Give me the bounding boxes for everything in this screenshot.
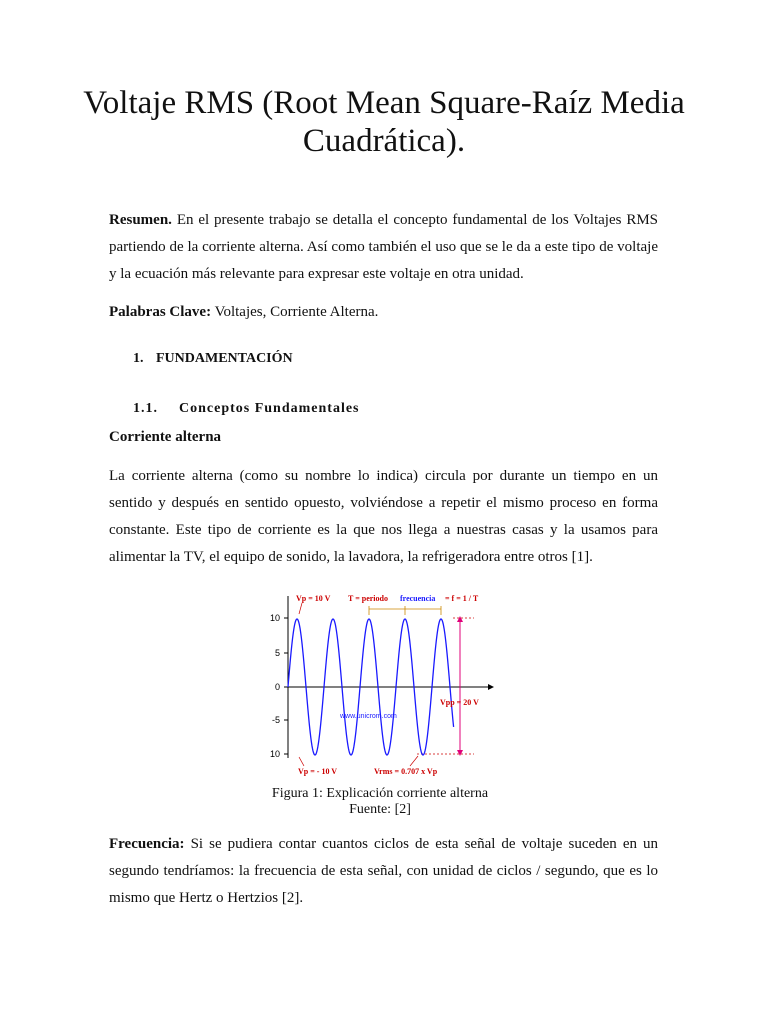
subheading: Corriente alterna	[109, 429, 222, 445]
tick-label: 10	[269, 749, 280, 759]
vrms-label: Vrms = 0.707 x Vp	[374, 767, 438, 776]
section-heading-1-1	[133, 401, 360, 417]
arrow-up-icon	[457, 616, 463, 622]
tick-label: 10	[269, 613, 280, 623]
keywords-paragraph	[109, 299, 658, 326]
tick-label: 0	[274, 682, 280, 692]
frequency-paragraph	[109, 831, 658, 912]
vp-positive-label: Vp = 10 V	[296, 594, 331, 603]
section-number: 1.	[133, 351, 144, 366]
subsection-title: Conceptos Fundamentales	[179, 401, 360, 416]
x-axis-arrow-icon	[488, 684, 494, 690]
vpp-label: Vpp = 20 V	[440, 698, 479, 707]
vp-negative-label: Vp = - 10 V	[298, 767, 338, 776]
frequency-label: Frecuencia:	[109, 836, 185, 852]
watermark-text: www.unicrom.com	[340, 713, 397, 720]
abstract-paragraph	[109, 207, 658, 288]
keywords-text: Voltajes, Corriente Alterna.	[214, 304, 379, 320]
caption-title: Figura 1: Explicación corriente alterna	[271, 786, 489, 801]
figure-caption	[180, 786, 580, 818]
frequency-equation-label: = f = 1 / T	[445, 594, 479, 603]
ac-waveform-figure	[262, 588, 494, 778]
arrow-down-icon	[457, 750, 463, 756]
caption-source: Fuente: [2]	[349, 802, 411, 817]
tick-label: -5	[271, 715, 280, 725]
section-title: FUNDAMENTACIÓN	[156, 351, 293, 366]
period-label: T = periodo	[348, 594, 388, 603]
paragraph-corriente-alterna: La corriente alterna (como su nombre lo indica) circula por durante un tiempo en un sentido y después en sentido opuesto, volviéndose a repetir el mismo proceso en forma constante. Este tipo de corriente es la que nos llega a nuestras casas y la usamos para alimentar la TV, el equipo de sonido, la lavadora, la refrigeradora entre otros [1].	[109, 468, 658, 565]
tick-label: 5	[274, 648, 280, 658]
frequency-text: Si se pudiera contar cuantos ciclos de esta señal de voltaje suceden en un segundo tendríamos: la frecuencia de esta señal, con unidad de ciclos / segundo, que es lo mismo que Hertz o Hertzios [2].	[109, 836, 659, 906]
frequency-word-label: frecuencia	[400, 594, 436, 603]
page-title: Voltaje RMS (Root Mean Square-Raíz Media Cuadrática).	[83, 85, 685, 159]
section-heading-1	[133, 351, 293, 367]
subsection-number: 1.1.	[133, 401, 158, 416]
abstract-label: Resumen.	[109, 212, 172, 228]
keywords-label: Palabras Clave:	[109, 304, 212, 320]
abstract-text: En el presente trabajo se detalla el concepto fundamental de los Voltajes RMS partiendo de la corriente alterna. Así como también el uso que se le da a este tipo de voltaje y la ecuación más relevante para expresar este voltaje en otra unidad.	[109, 212, 658, 282]
